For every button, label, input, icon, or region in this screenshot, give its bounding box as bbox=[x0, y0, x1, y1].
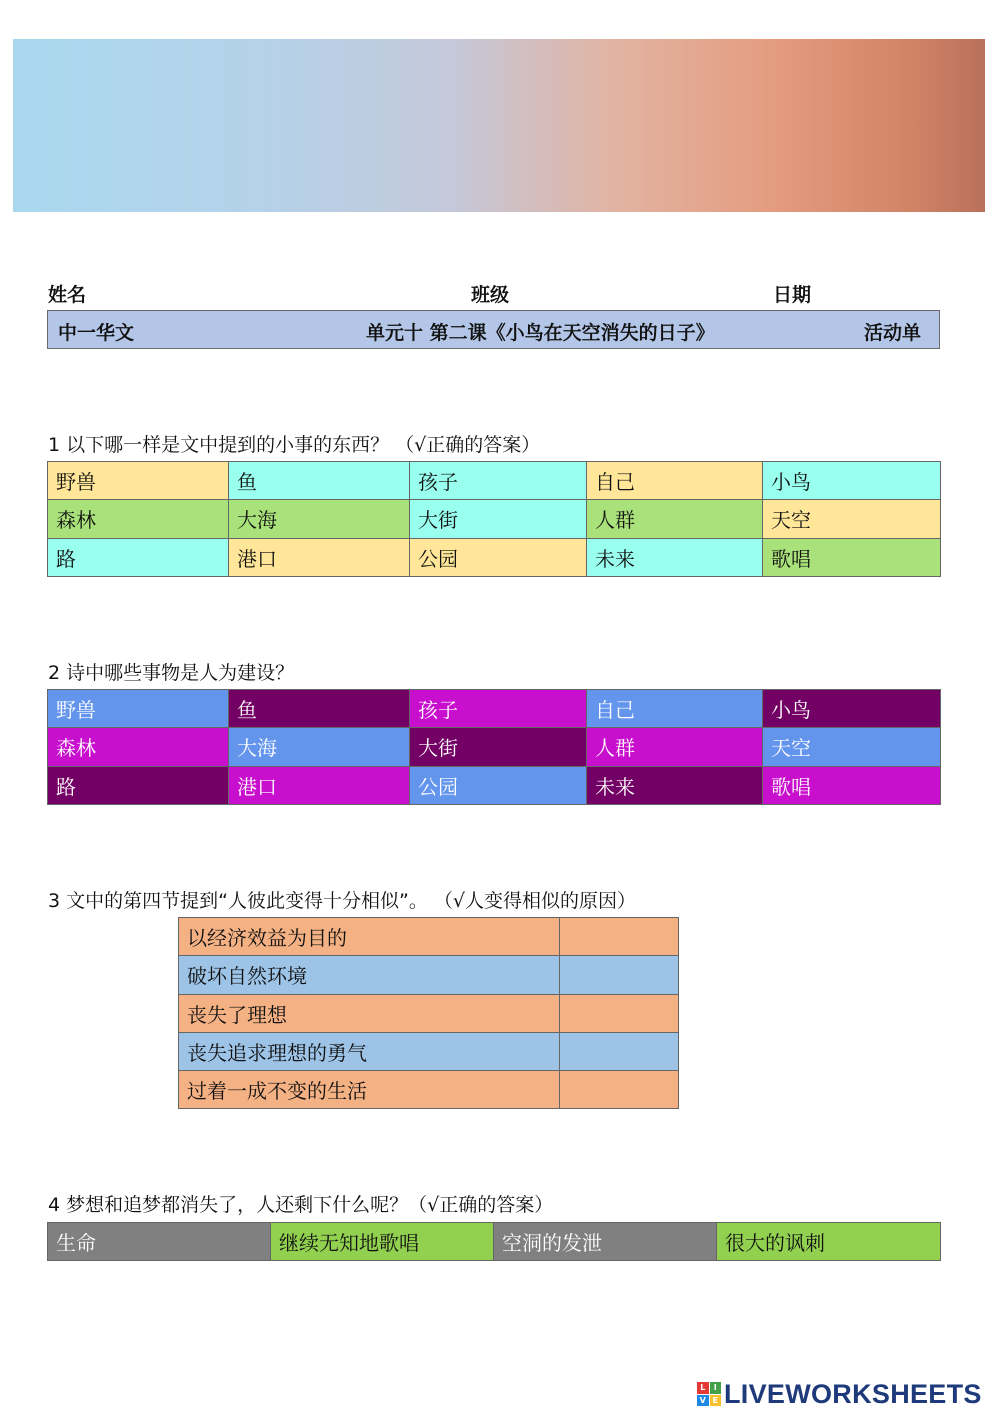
q2-option[interactable]: 路 bbox=[48, 766, 229, 804]
q2-option[interactable]: 孩子 bbox=[410, 690, 587, 728]
table-row bbox=[48, 766, 941, 804]
liveworksheets-logo bbox=[697, 1378, 982, 1410]
q2-option[interactable]: 小鸟 bbox=[763, 690, 941, 728]
table-row bbox=[48, 500, 941, 538]
q4-prompt: 4 梦想和追梦都消失了，人还剩下什么呢？（√正确的答案） bbox=[48, 1194, 554, 1216]
header-banner bbox=[13, 39, 985, 212]
table-row bbox=[179, 918, 679, 956]
q1-option[interactable]: 野兽 bbox=[48, 462, 229, 500]
q3-reason: 丧失了理想 bbox=[179, 994, 560, 1032]
logo-mark-icon: L I V E bbox=[697, 1382, 721, 1406]
q4-option[interactable]: 空洞的发泄 bbox=[494, 1223, 717, 1261]
q1-option[interactable]: 大海 bbox=[229, 500, 410, 538]
q2-option[interactable]: 大街 bbox=[410, 728, 587, 766]
q2-option[interactable]: 野兽 bbox=[48, 690, 229, 728]
title-bar bbox=[47, 310, 940, 349]
q4-option[interactable]: 很大的讽刺 bbox=[717, 1223, 941, 1261]
q3-answer-cell[interactable] bbox=[560, 994, 679, 1032]
q3-reason: 破坏自然环境 bbox=[179, 956, 560, 994]
q2-option[interactable]: 歌唱 bbox=[763, 766, 941, 804]
table-row bbox=[179, 994, 679, 1032]
q3-answer-cell[interactable] bbox=[560, 1071, 679, 1109]
q1-option[interactable]: 歌唱 bbox=[763, 538, 941, 576]
q1-option[interactable]: 未来 bbox=[587, 538, 763, 576]
q2-option[interactable]: 港口 bbox=[229, 766, 410, 804]
q1-table bbox=[47, 461, 941, 577]
q2-option[interactable]: 森林 bbox=[48, 728, 229, 766]
q3-prompt: 3 文中的第四节提到“人彼此变得十分相似”。 （√人变得相似的原因） bbox=[48, 890, 636, 912]
q1-option[interactable]: 自己 bbox=[587, 462, 763, 500]
q1-option[interactable]: 公园 bbox=[410, 538, 587, 576]
logo-text: LIVEWORKSHEETS bbox=[724, 1378, 982, 1409]
q1-option[interactable]: 小鸟 bbox=[763, 462, 941, 500]
q1-option[interactable]: 森林 bbox=[48, 500, 229, 538]
name-label: 姓名 bbox=[48, 284, 87, 306]
q3-answer-cell[interactable] bbox=[560, 918, 679, 956]
q1-option[interactable]: 路 bbox=[48, 538, 229, 576]
subject-title: 中一华文 bbox=[58, 322, 135, 344]
q2-option[interactable]: 未来 bbox=[587, 766, 763, 804]
table-row bbox=[179, 1071, 679, 1109]
class-label: 班级 bbox=[471, 284, 510, 306]
q2-option[interactable]: 大海 bbox=[229, 728, 410, 766]
table-row bbox=[48, 462, 941, 500]
table-row bbox=[48, 538, 941, 576]
q1-option[interactable]: 天空 bbox=[763, 500, 941, 538]
q3-answer-cell[interactable] bbox=[560, 956, 679, 994]
q2-option[interactable]: 鱼 bbox=[229, 690, 410, 728]
q1-option[interactable]: 港口 bbox=[229, 538, 410, 576]
q2-option[interactable]: 天空 bbox=[763, 728, 941, 766]
q2-table bbox=[47, 689, 941, 805]
table-row bbox=[48, 690, 941, 728]
q2-prompt: 2 诗中哪些事物是人为建设？ bbox=[48, 662, 295, 684]
q1-option[interactable]: 孩子 bbox=[410, 462, 587, 500]
q3-table bbox=[178, 917, 679, 1109]
q1-option[interactable]: 大街 bbox=[410, 500, 587, 538]
q2-option[interactable]: 公园 bbox=[410, 766, 587, 804]
q2-option[interactable]: 自己 bbox=[587, 690, 763, 728]
table-row bbox=[48, 728, 941, 766]
q1-option[interactable]: 鱼 bbox=[229, 462, 410, 500]
table-row bbox=[48, 1223, 941, 1261]
table-row bbox=[179, 956, 679, 994]
lesson-title: 单元十 第二课《小鸟在天空消失的日子》 bbox=[366, 322, 715, 344]
q4-table bbox=[47, 1222, 941, 1261]
q3-reason: 丧失追求理想的勇气 bbox=[179, 1032, 560, 1070]
sheet-type: 活动单 bbox=[863, 322, 921, 344]
q3-reason: 过着一成不变的生活 bbox=[179, 1071, 560, 1109]
q4-option[interactable]: 继续无知地歌唱 bbox=[271, 1223, 494, 1261]
q3-reason: 以经济效益为目的 bbox=[179, 918, 560, 956]
q2-option[interactable]: 人群 bbox=[587, 728, 763, 766]
q1-prompt: 1 以下哪一样是文中提到的小事的东西？ （√正确的答案） bbox=[48, 434, 541, 456]
date-label: 日期 bbox=[773, 284, 812, 306]
q1-option[interactable]: 人群 bbox=[587, 500, 763, 538]
q3-answer-cell[interactable] bbox=[560, 1032, 679, 1070]
table-row bbox=[179, 1032, 679, 1070]
q4-option[interactable]: 生命 bbox=[48, 1223, 271, 1261]
